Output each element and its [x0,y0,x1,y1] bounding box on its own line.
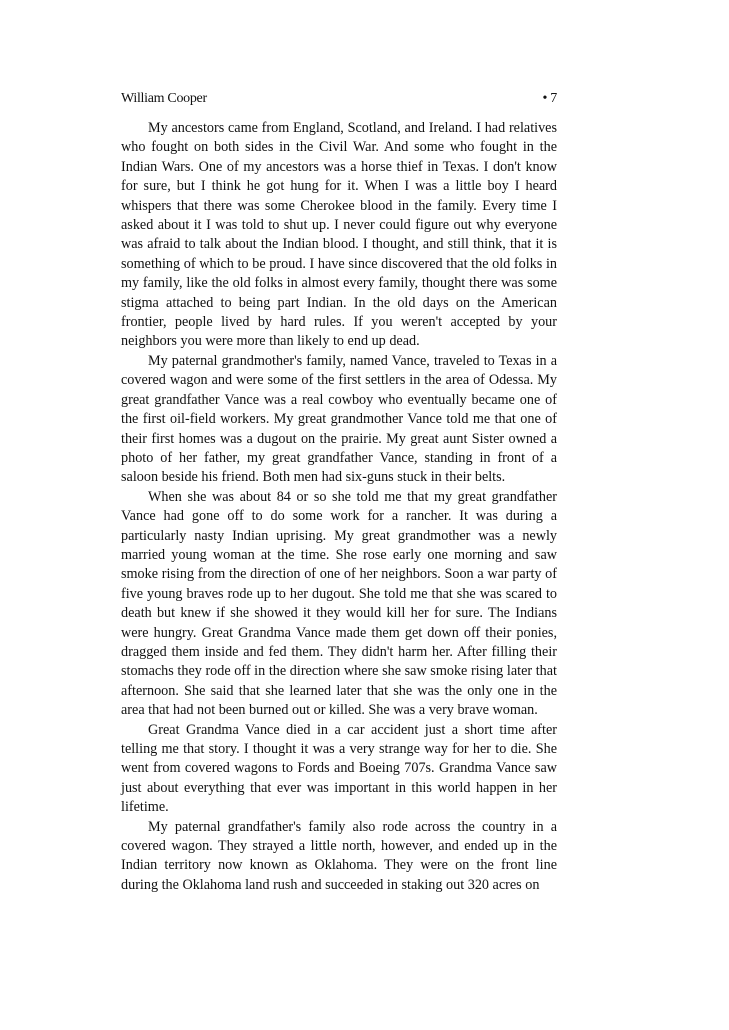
body-text [121,119,557,895]
paragraph: Great Grandma Vance died in a car accident just a short time after telling me that story. I thought it was a very strange way for her to die. She went from covered wagons to Fords and Boeing 707s. Grandma Vance saw just about everything that ever was important in this world happen in her lifetime. [121,721,557,816]
paragraph: My ancestors came from England, Scotland, and Ireland. I had relatives who fought on both sides in the Civil War. And some who fought in the Indian Wars. One of my ancestors was a horse thief in Texas. I don't know for sure, but I think he got hung for it. When I was a little boy I heard whispers that there was some Cherokee blood in the family. Every time I asked about it I was told to shut up. I never could figure out why everyone was afraid to talk about the Indian blood. I thought, and still think, that it is something of which to be proud. I have since discovered that the old folks in my family, like the old folks in almost every family, thought there was some stigma attached to being part Indian. In the old days on the American frontier, people lived by hard rules. If you weren't accepted by your neighbors you were more than likely to end up dead. [121,120,557,350]
header-author: William Cooper [121,91,207,106]
paragraph: My paternal grandmother's family, named Vance, traveled to Texas in a covered wagon and were some of the first settlers in the area of Odessa. My great grandfather Vance was a real cowboy who eventually became one of the first oil-field workers. My great grandmother Vance told me that one of their first homes was a dugout on the prairie. My great aunt Sister owned a photo of her father, my great grandfather Vance, standing in front of a saloon beside his friend. Both men had six-guns stuck in their belts. [121,352,557,486]
paragraph: When she was about 84 or so she told me that my great grandfather Vance had gone off to do some work for a rancher. It was during a particularly nasty Indian uprising. My great grandmother was a newly married young woman at the time. She rose early one morning and saw smoke rising from the direction of one of her neighbors. Soon a war party of five young braves rode up to her dugout. She told me that she was scared to death but knew if she showed it they would kill her for sure. The Indians were hungry. Great Grandma Vance made them get down off their ponies, dragged them inside and fed them. They didn't harm her. After filling their stomachs they rode off in the direction where she saw smoke rising later that afternoon. She said that she learned later that she was the only one in the area that had not been burned out or killed. She was a very brave woman. [121,488,557,719]
paragraph: My paternal grandfather's family also rode across the country in a covered wagon. They strayed a little north, however, and ended up in the Indian territory now known as Oklahoma. They were on the front line during the Oklahoma land rush and succeeded in staking out 320 acres on [121,818,557,893]
page-number: • 7 [542,91,557,106]
